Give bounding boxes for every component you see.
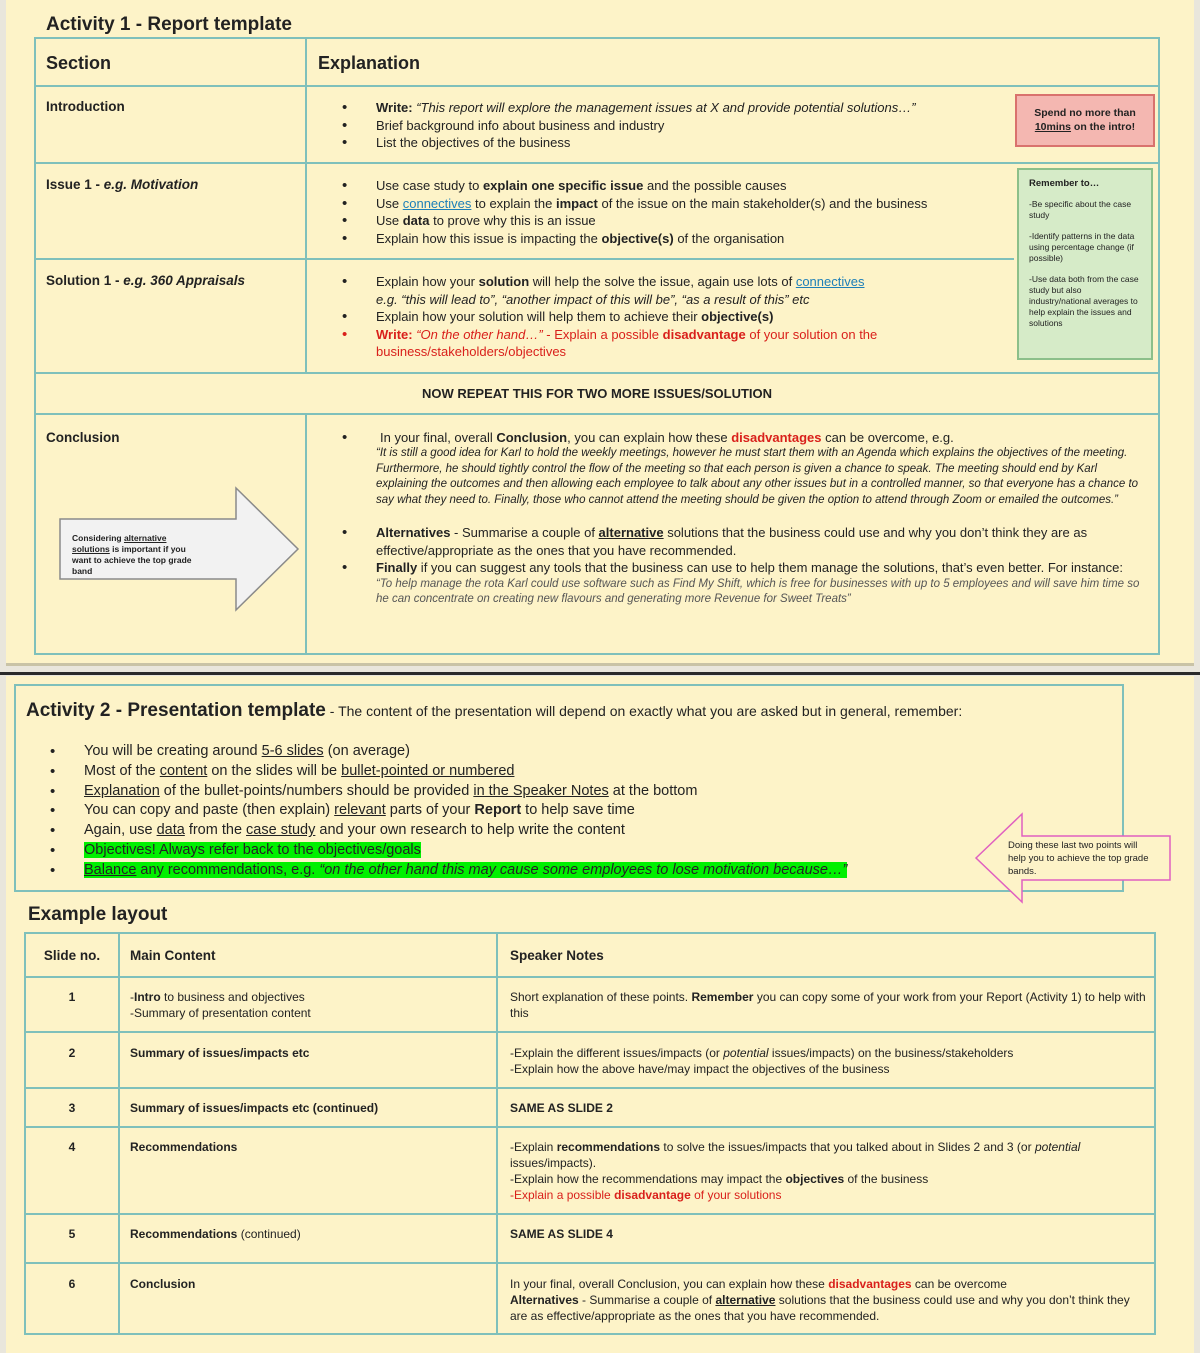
list-item: • Write: “This report will explore the management issues at X and provide potential solutions…” bbox=[342, 99, 1002, 117]
row-label-introduction: Introduction bbox=[46, 99, 125, 114]
list-item: • Explain how this issue is impacting the objective(s) of the organisation bbox=[342, 230, 1022, 248]
list-item: • Finally if you can suggest any tools that the business can use to help them manage the solutions, that’s even better. For instance: “To help manage the rota Karl could use software such as Find My Shift, which is free for businesses with up to 5 employees and will save him time so he can concentrate on creating new flavours and generating more Revenue for Sweet Treats” bbox=[342, 559, 1152, 608]
table-border-top bbox=[34, 37, 1160, 39]
speaker-notes-cell: Short explanation of these points. Remember you can copy some of your work from your Report (Activity 1) to help with this bbox=[510, 990, 1146, 1020]
row-label-conclusion: Conclusion bbox=[46, 430, 120, 445]
header-main-content: Main Content bbox=[130, 948, 216, 963]
table-row-divider bbox=[24, 1031, 1156, 1033]
table-row-divider bbox=[24, 976, 1156, 978]
remember-note bbox=[1017, 168, 1153, 360]
main-content-cell: Recommendations bbox=[130, 1140, 238, 1154]
row-label-issue: Issue 1 - e.g. Motivation bbox=[46, 177, 199, 192]
speaker-notes-cell: SAME AS SLIDE 4 bbox=[510, 1227, 613, 1241]
slide-number: 3 bbox=[68, 1101, 76, 1115]
list-item: • Alternatives - Summarise a couple of alternative solutions that the business could use and why you don’t think they are as effective/appropriate as the ones that you have recommended. bbox=[342, 524, 1152, 559]
header-speaker-notes: Speaker Notes bbox=[510, 948, 604, 963]
slide-number: 6 bbox=[68, 1277, 76, 1291]
header-section: Section bbox=[46, 53, 112, 73]
conclusion-example-quote: “It is still a good idea for Karl to hold the weekly meetings, however he must start them with an Agenda which explains the objectives of the meeting. Furthermore, he should tightly control the flow of the meeting so that each person is given a chance to speak. The meeting should end by Karl explaining the outcomes and then allowing each employee to talk about any other issues but in a controlled manner, so that everyone has a chance to say what they need to. Finally, those who cannot attend the meeting should be given the option to attend through Zoom or emailed the outcomes.” bbox=[376, 447, 1139, 506]
presentation-bullets bbox=[50, 742, 970, 881]
section-divider bbox=[0, 672, 1200, 675]
conclusion-bullets bbox=[342, 430, 1152, 608]
speaker-notes-cell: -Explain recommendations to solve the issues/impacts that you talked about in Slides 2 and 3 (or potential issues/impacts). -Explain how the recommendations may impact the objectives of the business -Explain a possible disadvantage of your solutions bbox=[510, 1140, 1081, 1202]
list-item: • Use connectives to explain the impact of the issue on the main stakeholder(s) and the business bbox=[342, 195, 1022, 213]
speaker-notes-cell: In your final, overall Conclusion, you can explain how these disadvantages can be overcome Alternatives - Summarise a couple of alternative solutions that the business could use and why you don’t think they are as effective/appropriate as the ones that you have recommended. bbox=[510, 1277, 1130, 1323]
list-item: • Again, use data from the case study and your own research to help write the content bbox=[50, 821, 970, 841]
list-item: • Brief background info about business and industry bbox=[342, 117, 1002, 135]
remember-title: Remember to… bbox=[1029, 178, 1100, 189]
activity-2-title: Activity 2 - Presentation template bbox=[26, 700, 326, 721]
header-explanation: Explanation bbox=[318, 53, 421, 73]
list-item: • In your final, overall Conclusion, you can explain how these disadvantages can be overcome, e.g. “It is still a good idea for Karl to hold the weekly meetings, however he must start them with an Agenda which explains the objectives of the meeting. Furthermore, he should tightly control the flow of the meeting so that each person is given a chance to speak. The meeting should end by Karl explaining the outcomes and then allowing each employee to talk about any other issues but in a controlled manner, so that everyone has a chance to say what they need to. Finally, those who cannot attend the meeting should be given the option to attend through Zoom or emailed the outcomes.” bbox=[342, 430, 1152, 508]
table-row-divider bbox=[34, 162, 1160, 164]
list-item: • Use case study to explain one specific issue and the possible causes bbox=[342, 177, 1022, 195]
repeat-instruction: NOW REPEAT THIS FOR TWO MORE ISSUES/SOLUTION bbox=[421, 386, 773, 401]
intro-time-note: Spend no more than 10mins on the intro! bbox=[1015, 94, 1155, 147]
introduction-bullets bbox=[342, 99, 1002, 152]
table-row-divider bbox=[24, 1087, 1156, 1089]
list-item: • Explain how your solution will help the solve the issue, again use lots of connectives e.g. “this will lead to”, “another impact of this will be”, “as a result of this” etc bbox=[342, 273, 992, 308]
activity-1-panel bbox=[6, 0, 1194, 666]
slide-number: 4 bbox=[68, 1140, 76, 1154]
box-border-bottom bbox=[14, 890, 1124, 892]
list-item: • Use data to prove why this is an issue bbox=[342, 212, 1022, 230]
list-item: • Balance any recommendations, e.g. “on the other hand this may cause some employees to lose motivation because…” bbox=[50, 861, 970, 881]
tools-example-quote: “To help manage the rota Karl could use software such as Find My Shift, which is free for businesses with up to 5 employees and will save him time so he can concentrate on creating new flavours and generating more Revenue for Sweet Treats” bbox=[376, 577, 1140, 605]
list-item: • You can copy and paste (then explain) relevant parts of your Report to help save time bbox=[50, 801, 970, 821]
table-row-divider bbox=[34, 372, 1160, 374]
remember-point: -Identify patterns in the data using percentage change (if possible) bbox=[1029, 231, 1135, 263]
list-item: • Explanation of the bullet-points/numbers should be provided in the Speaker Notes at the bottom bbox=[50, 782, 970, 802]
table-row-divider bbox=[34, 258, 1014, 260]
grade-band-tip: Doing these last two points will help you to achieve the top grade bands. bbox=[1008, 840, 1149, 877]
main-content-cell: Conclusion bbox=[130, 1277, 196, 1291]
table-border-right bbox=[1158, 37, 1160, 655]
list-item: • Write: “On the other hand…” - Explain a possible disadvantage of your solution on the business/stakeholders/objectives bbox=[342, 326, 992, 361]
box-border-top bbox=[14, 684, 1124, 686]
solution-bullets bbox=[342, 273, 992, 361]
table-row-divider bbox=[34, 413, 1160, 415]
remember-point: -Be specific about the case study bbox=[1029, 199, 1132, 220]
table-row-divider bbox=[34, 85, 1160, 87]
main-content-cell: Recommendations (continued) bbox=[130, 1227, 301, 1241]
table-row-divider bbox=[24, 1213, 1156, 1215]
table-border-bottom bbox=[34, 653, 1160, 655]
list-item: • Explain how your solution will help them to achieve their objective(s) bbox=[342, 308, 992, 326]
slide-number: 1 bbox=[68, 990, 76, 1004]
table-border-right bbox=[1154, 932, 1156, 1335]
table-border-left bbox=[34, 37, 36, 655]
activity-1-title: Activity 1 - Report template bbox=[46, 14, 292, 35]
header-slide-no: Slide no. bbox=[43, 948, 101, 963]
list-item: • Objectives! Always refer back to the objectives/goals bbox=[50, 841, 970, 861]
main-content-cell: -Intro to business and objectives -Summary of presentation content bbox=[130, 990, 311, 1020]
table-col-divider bbox=[118, 932, 120, 1335]
table-col-divider bbox=[496, 932, 498, 1335]
list-item: • Most of the content on the slides will be bullet-pointed or numbered bbox=[50, 762, 970, 782]
table-border-bottom bbox=[24, 1333, 1156, 1335]
arrow-callout-text: Considering alternative solutions is important if you want to achieve the top grade band bbox=[72, 533, 192, 576]
main-content-cell: Summary of issues/impacts etc bbox=[130, 1046, 310, 1060]
table-col-divider bbox=[305, 413, 307, 655]
table-row-divider bbox=[24, 1262, 1156, 1264]
speaker-notes-cell: SAME AS SLIDE 2 bbox=[510, 1101, 613, 1115]
list-item: • List the objectives of the business bbox=[342, 134, 1002, 152]
main-content-cell: Summary of issues/impacts etc (continued) bbox=[130, 1101, 379, 1115]
box-border-left bbox=[14, 684, 16, 892]
table-row-divider bbox=[24, 1126, 1156, 1128]
table-border-top bbox=[24, 932, 1156, 934]
issue-bullets bbox=[342, 177, 1022, 247]
example-layout-title: Example layout bbox=[28, 904, 168, 925]
activity-2-heading: Activity 2 - Presentation template - The content of the presentation will depend on exactly what you are asked but in general, remember: bbox=[26, 700, 963, 721]
connectives-link[interactable]: connectives bbox=[402, 195, 472, 211]
list-item: • You will be creating around 5-6 slides (on average) bbox=[50, 742, 970, 762]
table-col-divider bbox=[305, 37, 307, 373]
slide-number: 2 bbox=[68, 1046, 76, 1060]
connectives-link[interactable]: connectives bbox=[795, 274, 865, 289]
remember-point: -Use data both from the case study but also industry/national averages to help explain the issues and solutions bbox=[1029, 274, 1139, 328]
activity-2-panel bbox=[6, 676, 1194, 1353]
slide-number: 5 bbox=[68, 1227, 76, 1241]
speaker-notes-cell: -Explain the different issues/impacts (or potential issues/impacts) on the business/stakeholders -Explain how the above have/may impact the objectives of the business bbox=[510, 1046, 1014, 1076]
row-label-solution: Solution 1 - e.g. 360 Appraisals bbox=[46, 273, 246, 288]
